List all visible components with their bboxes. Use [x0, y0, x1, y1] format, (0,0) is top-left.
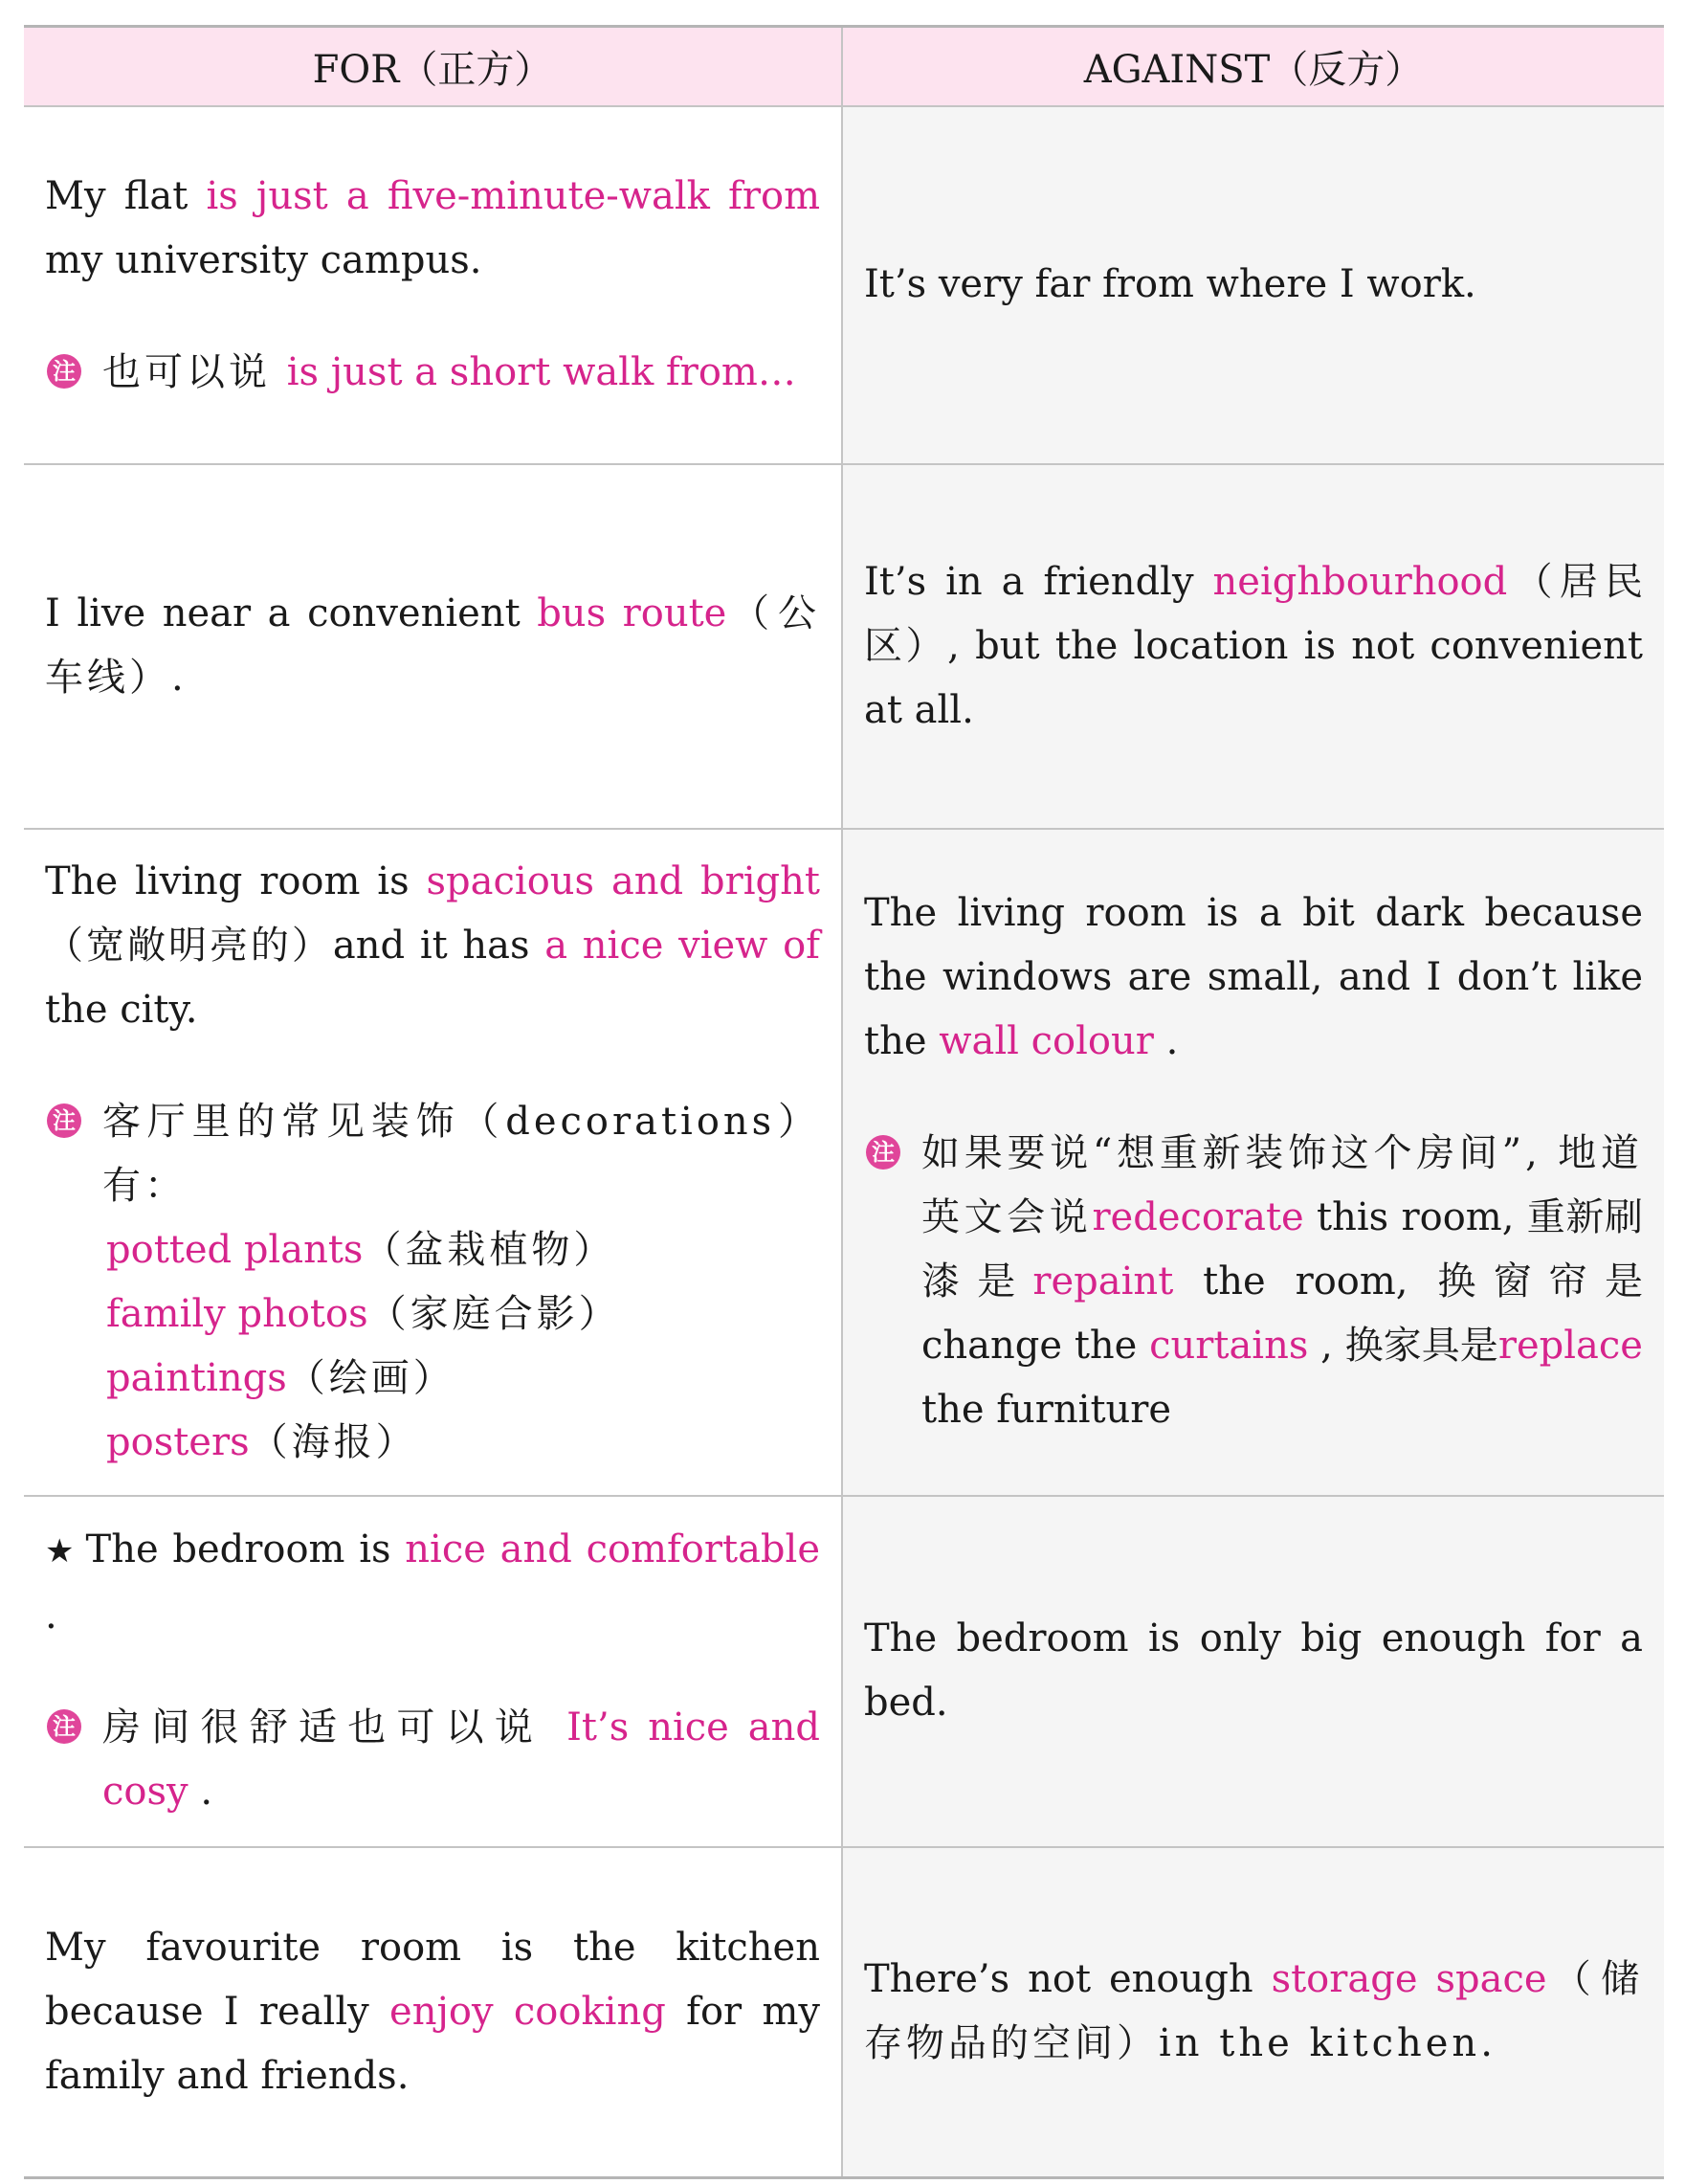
star-icon: ★ — [45, 1532, 77, 1571]
table-row — [24, 464, 1664, 829]
for-sentence: My favourite room is the kitchen because I really enjoy cooking for my family and friends. — [45, 1925, 820, 2098]
header-against: AGAINST（反方） — [842, 27, 1664, 106]
list-item: family photos（家庭合影） — [106, 1291, 621, 1336]
header-row — [24, 27, 1664, 106]
against-sentence: There’s not enough storage space（储存物品的空间）in the kitchen. — [864, 1957, 1644, 2066]
for-sentence: I live near a convenient bus route（公车线）. — [45, 591, 821, 700]
against-cell — [842, 106, 1664, 464]
note: 注 也可以说 is just a short walk from… — [45, 341, 820, 405]
against-sentence: The living room is a bit dark because the windows are small, and I don’t like the wall colour . — [864, 891, 1643, 1063]
against-sentence: The bedroom is only big enough for a bed. — [864, 1616, 1643, 1725]
for-cell — [24, 464, 842, 829]
for-sentence: My flat is just a five-minute-walk from my university campus. — [45, 174, 820, 282]
table-row — [24, 106, 1664, 464]
for-sentence: The living room is spacious and bright（宽敞明亮的）and it has a nice view of the city. — [45, 858, 820, 1032]
table-row — [24, 1496, 1664, 1847]
against-cell — [842, 464, 1664, 829]
note-icon: 注 — [47, 1709, 81, 1744]
list-item: potted plants（盆栽植物） — [106, 1227, 616, 1272]
against-cell — [842, 1496, 1664, 1847]
for-cell — [24, 1847, 842, 2178]
against-cell — [842, 1847, 1664, 2178]
against-cell — [842, 829, 1664, 1496]
note-icon: 注 — [866, 1135, 900, 1170]
note: 注 如果要说“想重新装饰这个房间”, 地道英文会说redecorate this room, 重新刷漆是repaint the room, 换窗帘是change the curtains , 换家具是replace the furniture — [864, 1122, 1643, 1442]
table-row — [24, 829, 1664, 1496]
note: 注 房间很舒适也可以说 It’s nice and cosy . — [45, 1696, 820, 1824]
for-sentence: ★ The bedroom is nice and comfortable . — [45, 1527, 820, 1638]
note-icon: 注 — [47, 1103, 81, 1138]
list-item: posters（海报） — [106, 1419, 418, 1464]
for-cell — [24, 106, 842, 464]
header-for: FOR（正方） — [24, 27, 842, 106]
for-cell — [24, 829, 842, 1496]
table-row — [24, 1847, 1664, 2178]
against-sentence: It’s very far from where I work. — [864, 262, 1476, 306]
note-icon: 注 — [47, 354, 81, 389]
for-cell — [24, 1496, 842, 1847]
note: 注 客厅里的常见装饰（decorations）有： — [45, 1090, 820, 1218]
list-item: paintings（绘画） — [106, 1355, 455, 1400]
against-sentence: It’s in a friendly neighbourhood（居民区）, but the location is not convenient at all. — [864, 559, 1644, 732]
for-against-table — [24, 25, 1664, 2179]
